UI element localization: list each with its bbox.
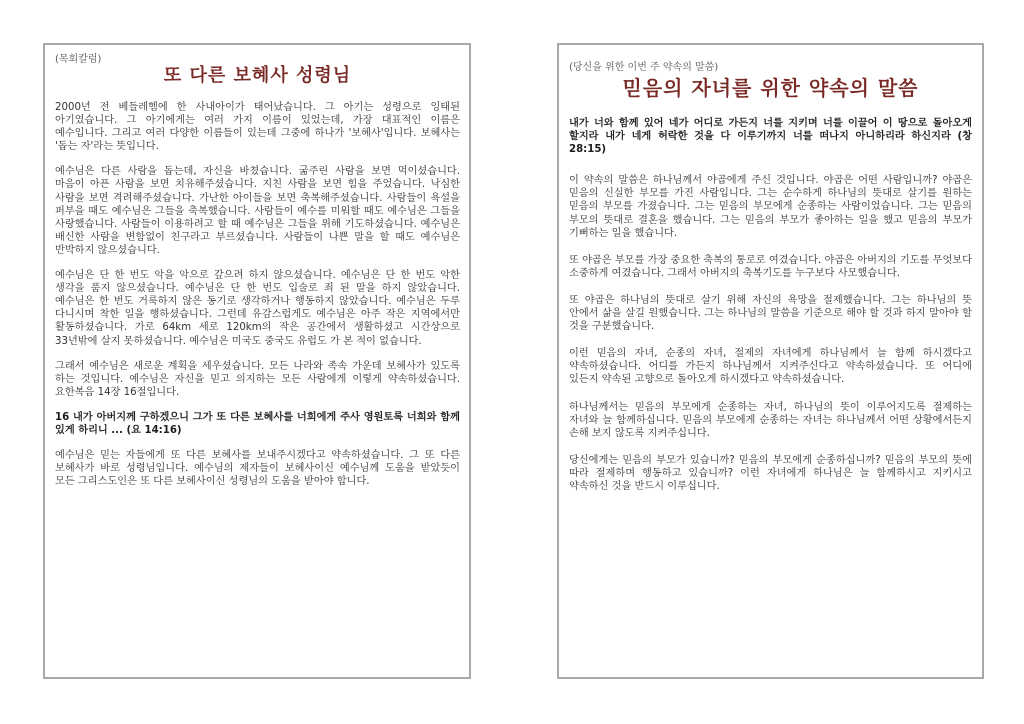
column-paragraph-3: 예수님은 단 한 번도 악을 악으로 갚으려 하지 않으셨습니다. 예수님은 단 한 번도 악한 생각을 품지 않으셨습니다. 예수님은 단 한 번도 입술로 죄 된 말을 하지 않았습니다. 예수님은 한 번도 거룩하지 않은 동기로 생각하거나 행동하지 않았습니다. 예수님은 두루 다니시며 착한 일을 행하셨습니다. 그런데 유감스럽게도 예수님은 아주 작은 지역에서만 활동하셨습니다. 가로 64km 세로 120km의 작은 공간에서 생활하셨고 시간상으로 33년밖에 살지 못하셨습니다. 예수님은 미국도 중국도 유럽도 가 본 적이 없습니다.: [55, 270, 460, 347]
promise-paragraph-6: 당신에게는 믿음의 부모가 있습니까? 믿음의 부모에게 순종하십니까? 믿음의 부모의 뜻에 따라 절제하며 행동하고 있습니까? 이런 자녀에게 하나님은 늘 함께하시고 지키시고 약속하신 것을 반드시 이루십니다.: [569, 454, 972, 492]
column-paragraph-1: 2000년 전 베들레헴에 한 사내아이가 태어났습니다. 그 아기는 성령으로 잉태된 아기였습니다. 그 아기에게는 여러 가지 이름이 있었는데, 가장 대표적인 이름은 예수입니다. 그리고 여러 다양한 이름들이 있는데 그중에 하나가 '보혜사'입니다. 보혜사는 '돕는 자'라는 뜻입니다.: [55, 102, 460, 153]
promise-paragraph-5: 하나님께서는 믿음의 부모에게 순종하는 자녀, 하나님의 뜻이 이루어지도록 절제하는 자녀와 늘 함께하십니다. 믿음의 부모에게 순종하는 자녀는 하나님께서 어떤 상황에서든지 손해 보지 않도록 지켜주십니다.: [569, 401, 972, 439]
promise-paragraph-4: 이런 믿음의 자녀, 순종의 자녀, 절제의 자녀에게 하나님께서 늘 함께 하시겠다고 약속하셨습니다. 어디를 가든지 하나님께서 지켜주신다고 약속하셨습니다. 또 어디에 있든지 약속된 고향으로 돌아오게 하시겠다고 약속하셨습니다.: [569, 348, 972, 386]
promise-panel-right: [557, 43, 984, 679]
column-tag: (목회칼럼): [55, 54, 102, 65]
column-verse: 16 내가 아버지께 구하겠으니 그가 또 다른 보혜사를 너희에게 주사 영원토록 너희와 함께 있게 하리니 ... (요 14:16): [55, 411, 460, 436]
promise-paragraph-3: 또 야곱은 하나님의 뜻대로 살기 위해 자신의 욕망을 절제했습니다. 그는 하나님의 뜻 안에서 삶을 살길 원했습니다. 그는 하나님의 말씀을 기준으로 해야 할 것과 하지 말아야 할 것을 구분했습니다.: [569, 294, 972, 333]
column-panel-left: [43, 43, 471, 679]
promise-title: 믿음의 자녀를 위한 약속의 말씀: [622, 76, 919, 100]
promise-paragraph-1: 이 약속의 말씀은 하나님께서 야곱에게 주신 것입니다. 야곱은 어떤 사람입니까? 야곱은 믿음의 신실한 부모를 가진 사람입니다. 그는 순수하게 하나님의 뜻대로 살기를 원하는 믿음의 부모를 가졌습니다. 그는 믿음의 부모에게 순종하는 사람이었습니다. 그는 믿음의 부모의 뜻대로 결혼을 했습니다. 그는 믿음의 부모가 좋아하는 일을 했고 믿음의 부모가 기뻐하는 일을 했습니다.: [569, 175, 972, 239]
promise-verse: 내가 너와 함께 있어 네가 어디로 가든지 너를 지키며 너를 이끌어 이 땅으로 돌아오게 할지라 내가 네게 허락한 것을 다 이루기까지 너를 떠나지 아니하리라 하신지라 (창 28:15): [569, 118, 972, 156]
column-title: 또 다른 보혜사 성령님: [163, 65, 352, 86]
column-closing-paragraph: 예수님은 믿는 자들에게 또 다른 보혜사를 보내주시겠다고 약속하셨습니다. 그 또 다른 보혜사가 바로 성령님입니다. 예수님의 제자들이 보혜사이신 예수님께 도움을 받았듯이 모든 그리스도인은 또 다른 보혜사이신 성령님의 도움을 받아야 합니다.: [55, 450, 460, 488]
column-paragraph-2: 예수님은 다른 사람을 돕는데, 자신을 바쳤습니다. 굶주린 사람을 보면 먹이셨습니다. 마음이 아픈 사람을 보면 치유해주셨습니다. 지친 사람을 보면 힘을 주었습니다. 낙심한 사람을 보면 격려해주셨습니다. 가난한 아이들을 보면 축복해주셨습니다. 사람들이 욕설을 퍼부을 때도 예수님은 그들을 축복했습니다. 사람들이 예수를 미워할 때도 예수님은 그들을 사랑했습니다. 사람들이 이용하려고 할 때 예수님은 그들을 위해 기도하셨습니다. 예수님은 배신한 사람을 변함없이 친구라고 부르셨습니다. 사람들이 나쁜 말을 할 때도 예수님은 반박하지 않으셨습니다.: [55, 166, 460, 256]
promise-paragraph-2: 또 야곱은 부모를 가장 중요한 축복의 통로로 여겼습니다. 야곱은 아버지의 기도를 무엇보다 소중하게 여겼습니다. 그래서 아버지의 축복기도를 누구보다 사모했습니다.: [569, 254, 972, 279]
promise-tag: (당신을 위한 이번 주 약속의 말씀): [569, 62, 719, 73]
column-paragraph-4: 그래서 예수님은 새로운 계획을 세우셨습니다. 모든 나라와 족속 가운데 보혜사가 있도록 하는 것입니다. 예수님은 자신을 믿고 의지하는 모든 사람에게 이렇게 약속하셨습니다. 요한복음 14장 16절입니다.: [55, 360, 460, 398]
